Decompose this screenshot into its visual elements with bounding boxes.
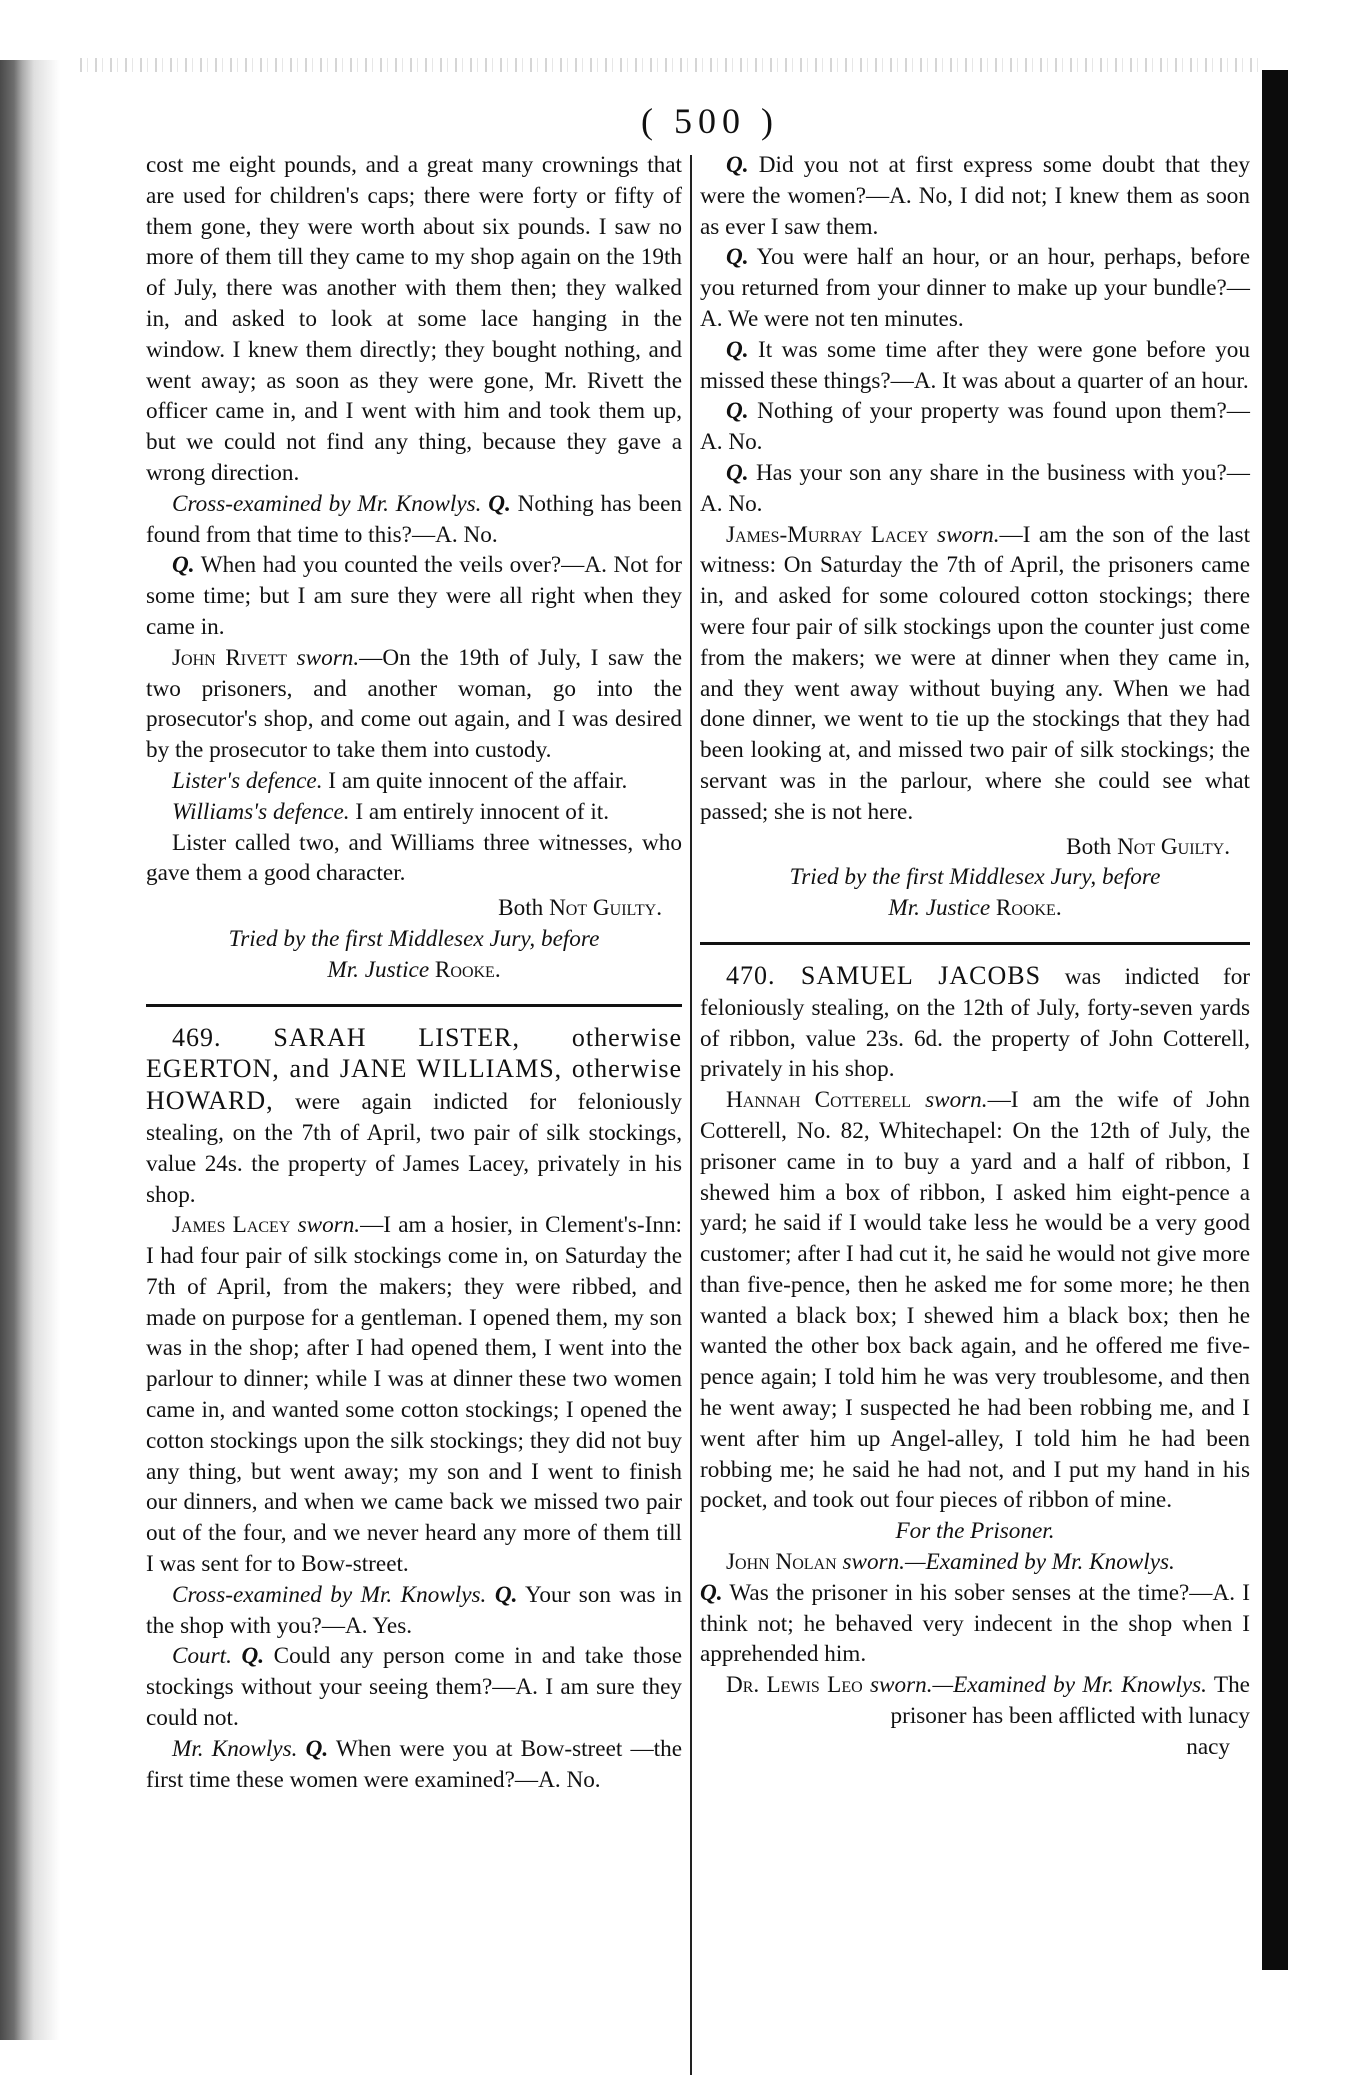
paragraph xyxy=(146,489,682,551)
text: Did you not at first express some doubt that they were the women?—A. No, I did not; I knew them as soon as ever I saw them. xyxy=(700,152,1250,240)
label: Q. xyxy=(700,1579,723,1606)
witness-name: James-Murray Lacey xyxy=(726,521,929,548)
case-title: 469. SARAH LISTER, otherwise EGERTON, and JANE WILLIAMS, otherwise HOWARD, xyxy=(146,1022,682,1116)
text: Both xyxy=(498,895,544,922)
paragraph xyxy=(146,643,682,766)
section-rule xyxy=(700,942,1250,945)
label: Q. xyxy=(241,1643,265,1670)
section-heading: For the Prisoner. xyxy=(895,1518,1055,1545)
column-divider xyxy=(690,155,692,2075)
text: Nothing has been found from that time to this?—A. No. xyxy=(146,490,682,548)
text: —I am the wife of John Cotterell, No. 82, Whitechapel: On the 12th of July, the prisoner came in to buy a yard and a half of ribbon, I shewed him a box of ribbon, I asked him eight-pence a yard; he said if I would take less he would be a very good customer; after I had cut it, he said he would not give more than five-pence, then he asked me for some more; he then wanted a black box; I shewed him a black box; then he wanted the other box back again, and he offered me five-pence again; I told him he was very troublesome, and then he went away; I suspected he had been robbing me, and I went after him up Angel-alley, I told him he had been robbing me; he said he had not, and I put my hand in his pocket, and took out four pieces of ribbon of mine. xyxy=(700,1087,1250,1514)
witness-name: John Nolan xyxy=(726,1549,837,1576)
text: Not Guilty. xyxy=(549,895,662,922)
witness-name: Dr. Lewis Leo xyxy=(726,1672,863,1699)
text: Not Guilty. xyxy=(1117,833,1230,860)
paragraph xyxy=(700,1085,1250,1516)
tried-line xyxy=(146,955,682,986)
text: Both xyxy=(1066,833,1112,860)
label: Q. xyxy=(726,152,749,178)
scan-margin-bar xyxy=(1262,70,1288,1970)
tried-line xyxy=(700,893,1250,924)
text: Mr. Justice xyxy=(888,895,991,922)
text: The prisoner has been afflicted with lunacy xyxy=(890,1672,1250,1730)
paragraph xyxy=(700,520,1250,828)
paragraph xyxy=(700,1547,1250,1578)
paragraph xyxy=(700,396,1250,458)
left-column xyxy=(146,150,682,1795)
paragraph xyxy=(146,797,682,828)
text: —I am a hosier, in Clement's-Inn: I had four pair of silk stockings come in, on Saturday the 7th of April, from the makers; they were ribbed, and made on purpose for a gentleman. I opened them, my son was in the shop; after I had opened them, I went into the parlour to dinner; while I was at dinner these two women came in, and wanted some cotton stockings; I opened the cotton stockings upon the silk stockings; they did not buy any thing, but went away; my son and I went to finish our dinners, and when we came back we missed two pair out of the four, and we never heard any more of them till I was sent for to Bow-street. xyxy=(146,1212,683,1578)
section-rule xyxy=(146,1004,682,1007)
text: —I am the son of the last witness: On Saturday the 7th of April, the prisoners came in, and asked for some coloured cotton stockings; there were four pair of silk stockings upon the counter just come from the makers; we were at dinner when they came in, and they went away without buying any. When we had done dinner, we went to tie up the stockings that they had been looking at, and missed two pair of silk stockings; the servant was in the parlour, where she could see what passed; she is not here. xyxy=(700,521,1251,825)
text: Has your son any share in the business with you?—A. No. xyxy=(700,459,1250,517)
paragraph xyxy=(146,766,682,797)
paragraph xyxy=(700,1578,1250,1670)
label: Cross-examined by Mr. Knowlys. xyxy=(172,1581,487,1608)
paragraph xyxy=(700,458,1250,520)
text: You were half an hour, or an hour, perhaps, before you returned from your dinner to make up your bundle?—A. We were not ten minutes. xyxy=(700,244,1250,332)
text: Mr. Justice xyxy=(327,956,430,983)
text: was indicted for feloniously stealing, on the 12th of July, forty-seven yards of ribbon, value 23s. 6d. the property of John Cotterell, privately in his shop. xyxy=(700,963,1251,1083)
text: It was some time after they were gone before you missed these things?—A. It was about a quarter of an hour. xyxy=(700,336,1250,394)
label: sworn. xyxy=(925,1087,988,1114)
paragraph xyxy=(146,1734,682,1796)
paragraph xyxy=(146,1580,682,1642)
label: sworn.—Examined by Mr. Knowlys. xyxy=(870,1672,1207,1699)
text: When had you counted the veils over?—A. Not for some time; but I am sure they were all right when they came in. xyxy=(146,552,682,640)
label: Williams's defence. xyxy=(172,798,350,825)
label: sworn. xyxy=(296,644,360,671)
tried-line: Tried by the first Middlesex Jury, before xyxy=(789,864,1161,891)
text: Was the prisoner in his sober senses at the time?—A. I think not; he behaved very indecent in the shop when I apprehended him. xyxy=(700,1579,1250,1668)
label: Q. xyxy=(172,552,195,579)
label: Cross-examined by Mr. Knowlys. xyxy=(172,490,482,517)
text: Rooke. xyxy=(995,895,1062,922)
page-edge-shadow xyxy=(0,60,70,2040)
paragraph xyxy=(146,1641,682,1733)
case-heading xyxy=(146,1023,682,1211)
paragraph xyxy=(700,150,1250,242)
label: Q. xyxy=(726,336,749,363)
text: I am quite innocent of the affair. xyxy=(328,767,628,794)
label: Q. xyxy=(494,1581,518,1608)
text: Your son was in the shop with you?—A. Yes. xyxy=(146,1581,683,1639)
verdict xyxy=(700,832,1250,863)
label: sworn. xyxy=(937,521,1000,548)
verdict xyxy=(146,893,682,924)
catchword: nacy xyxy=(1186,1733,1230,1760)
label: Lister's defence. xyxy=(172,767,323,794)
label: sworn. xyxy=(297,1212,361,1239)
case-heading xyxy=(700,961,1250,1085)
paragraph xyxy=(146,1210,682,1580)
tried-line: Tried by the first Middlesex Jury, before xyxy=(228,925,600,952)
text: were again indicted for feloniously stealing, on the 7th of April, two pair of silk stockings, value 24s. the property of James Lacey, privately in his shop. xyxy=(146,1089,683,1208)
label: Mr. Knowlys. xyxy=(172,1735,298,1762)
text: I am entirely innocent of it. xyxy=(355,798,610,825)
paragraph xyxy=(700,335,1250,397)
paragraph xyxy=(700,1670,1250,1732)
paragraph xyxy=(700,242,1250,334)
page-number: ( 500 ) xyxy=(641,101,779,141)
witness-name: Hannah Cotterell xyxy=(726,1087,911,1114)
witness-name: John Rivett xyxy=(172,644,287,671)
text: When were you at Bow-street —the first time these women were examined?—A. No. xyxy=(146,1735,682,1793)
scan-noise-top xyxy=(80,58,1260,72)
text: —On the 19th of July, I saw the two prisoners, and another woman, go into the prosecutor's shop, and come out again, and I was desired by the prosecutor to take them into custody. xyxy=(146,644,683,764)
text: Rooke. xyxy=(434,956,501,983)
witness-name: James Lacey xyxy=(172,1212,291,1239)
paragraph: Lister called two, and Williams three witnesses, who gave them a good character. xyxy=(146,829,682,887)
text: Nothing of your property was found upon them?—A. No. xyxy=(700,398,1250,456)
right-column xyxy=(700,150,1250,1763)
text: Could any person come in and take those stockings without your seeing them?—A. I am sure they could not. xyxy=(146,1643,683,1732)
paragraph: cost me eight pounds, and a great many crownings that are used for children's caps; there were forty or fifty of them gone, they were worth about six pounds. I saw no more of them till they came to my shop again on the 19th of July, there was another with them then; they walked in, and asked to look at some lace hanging in the window. I knew them directly; they bought nothing, and went away; as soon as they were gone, Mr. Rivett the officer came in, and I went with him and took them up, but we could not find any thing, because they gave a wrong direction. xyxy=(146,152,682,486)
label: Court. xyxy=(172,1643,232,1670)
label: Q. xyxy=(726,459,749,486)
label: Q. xyxy=(305,1735,329,1762)
label: sworn.—Examined by Mr. Knowlys. xyxy=(842,1549,1175,1576)
paragraph xyxy=(146,550,682,642)
label: Q. xyxy=(726,244,749,271)
case-title: 470. SAMUEL JACOBS xyxy=(726,960,1042,990)
label: Q. xyxy=(488,490,511,517)
label: Q. xyxy=(726,398,749,425)
